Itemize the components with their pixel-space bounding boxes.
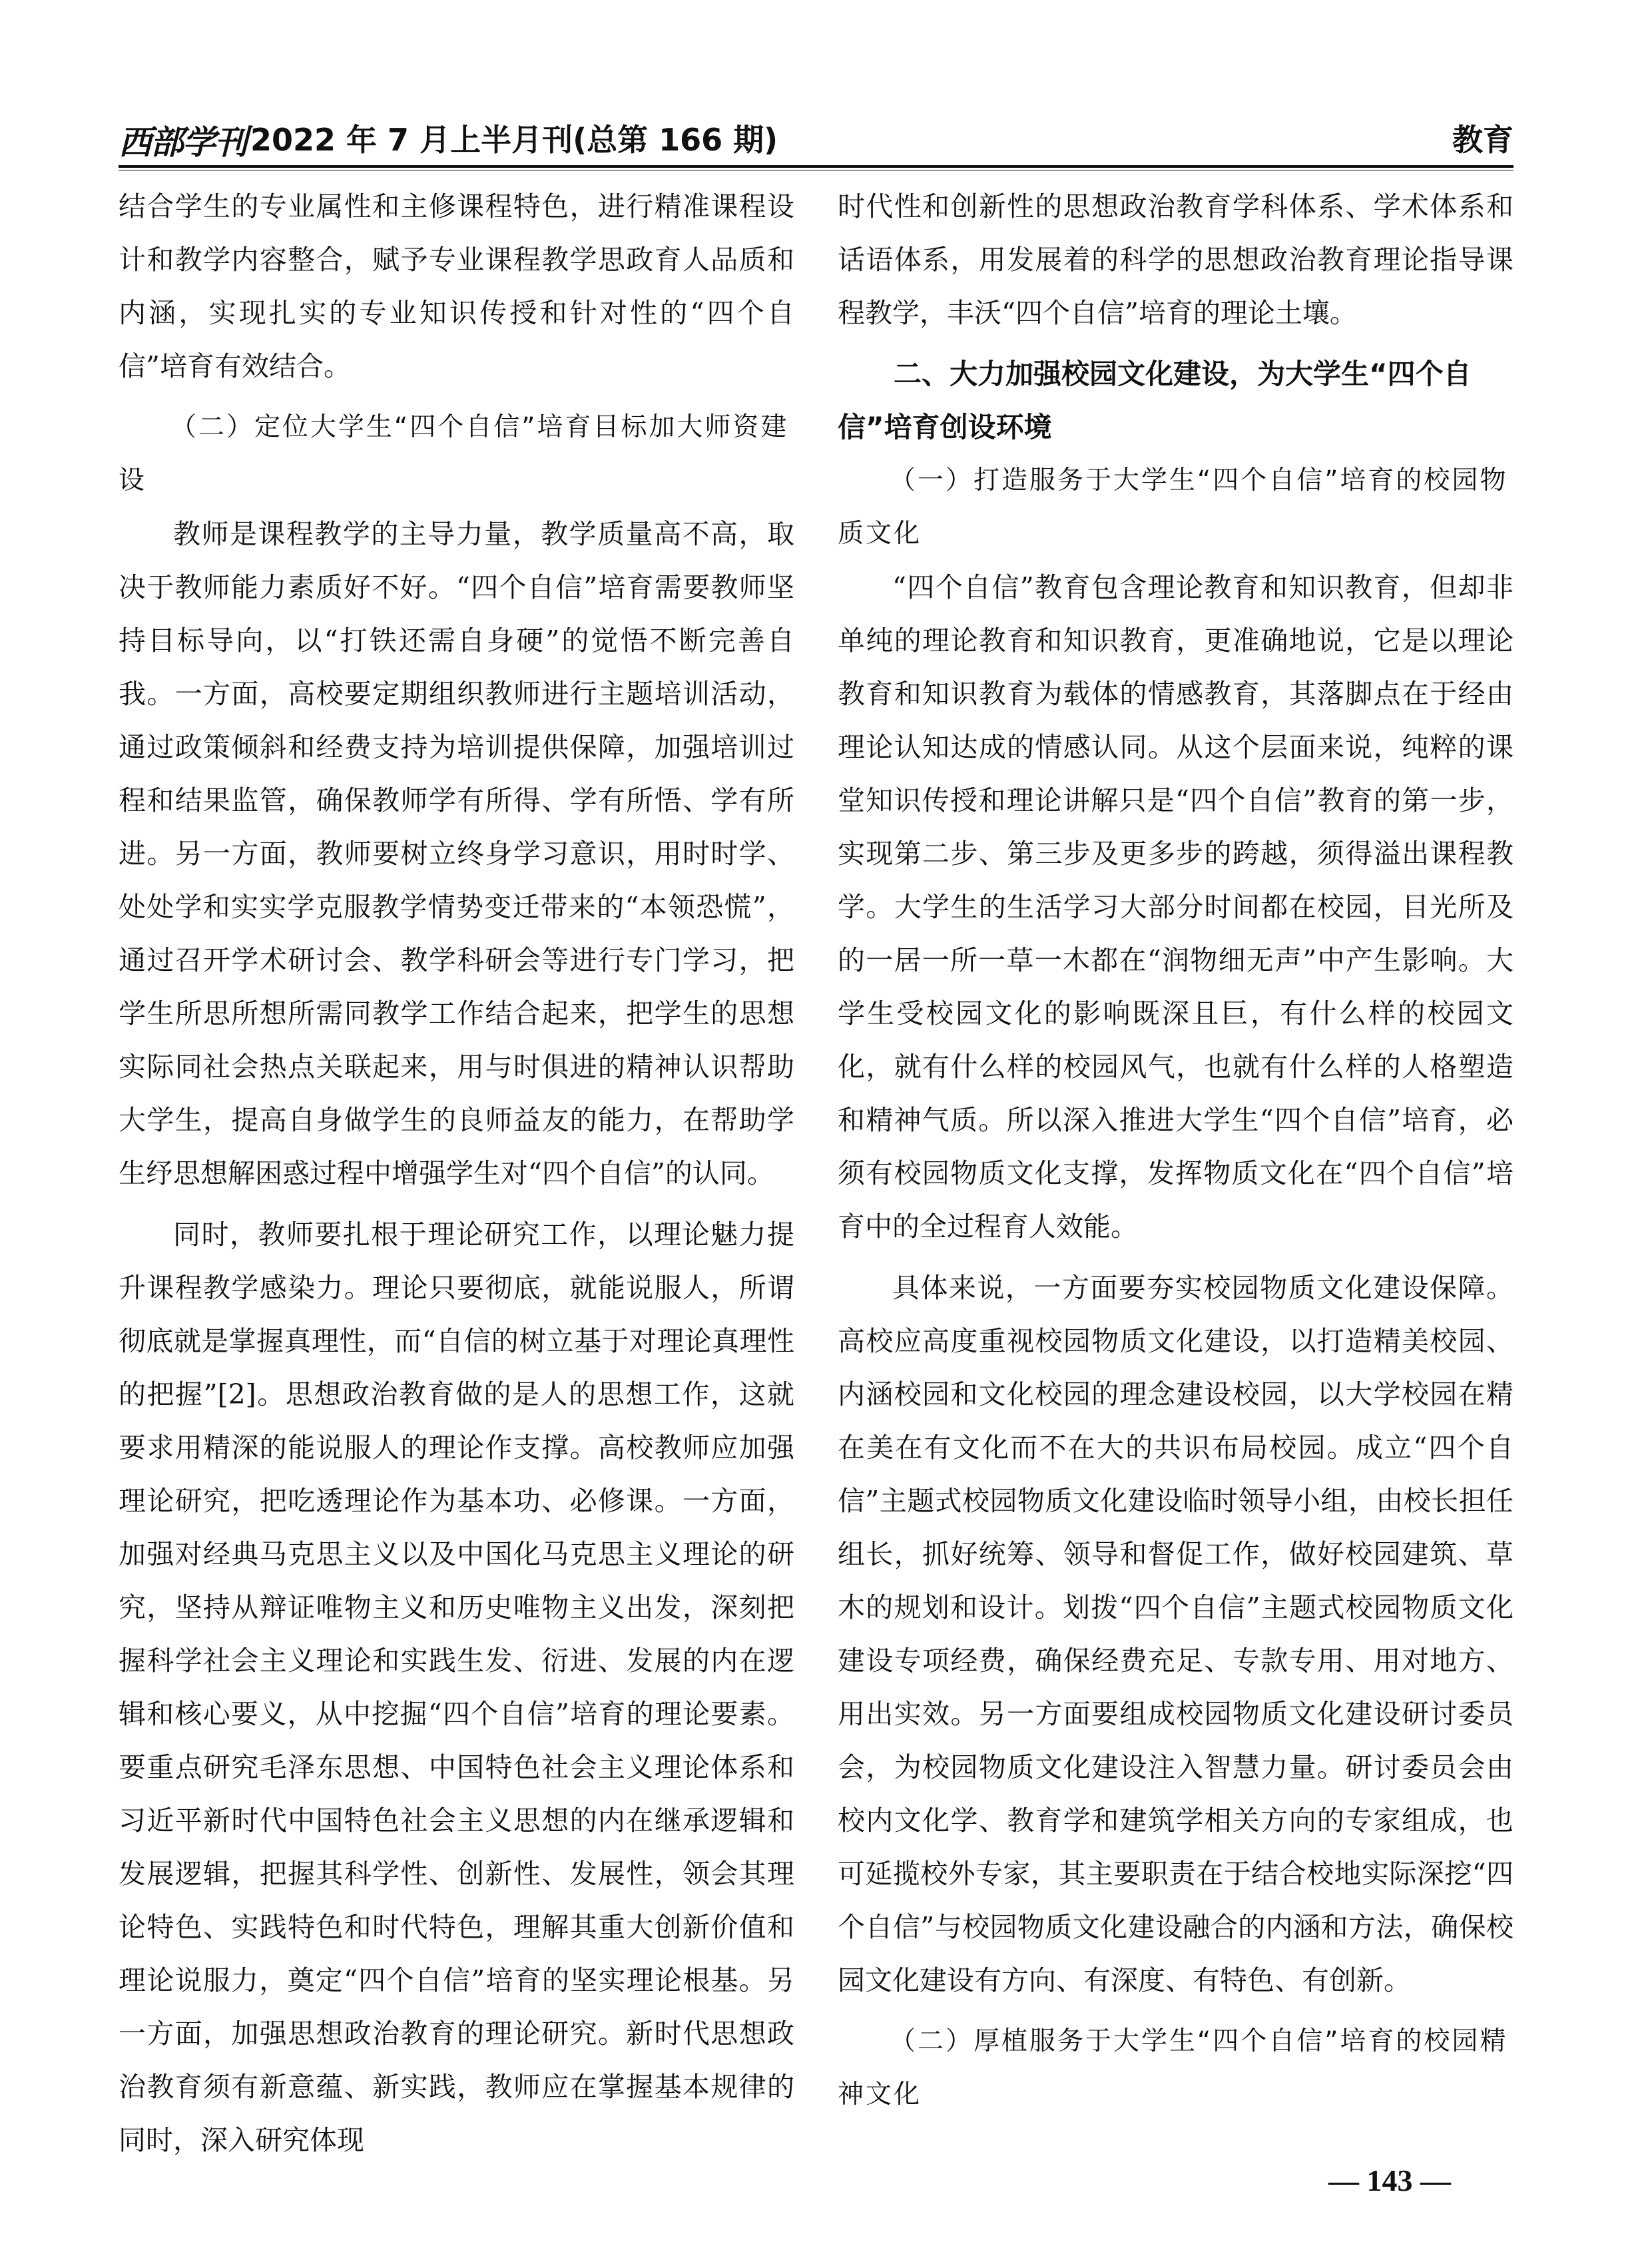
journal-logo: 西部学刊 (119, 123, 246, 162)
paragraph: 结合学生的专业属性和主修课程特色，进行精准课程设计和教学内容整合，赋予专业课程教学思政育人品质和内涵，实现扎实的专业知识传授和针对性的“四个自信”培育有效结合。 (119, 190, 794, 382)
paragraph: 时代性和创新性的思想政治教育学科体系、学术体系和话语体系，用发展着的科学的思想政治教育理论指导课程教学，丰沃“四个自信”培育的理论土壤。 (838, 190, 1514, 329)
page-number: — 143 — (1328, 2163, 1451, 2197)
paragraph: 教师是课程教学的主导力量，教学质量高不高，取决于教师能力素质好不好。“四个自信”培育需要教师坚持目标导向，以“打铁还需自身硬”的觉悟不断完善自我。一方面，高校要定期组织教师进行主题培训活动，通过政策倾斜和经费支持为培训提供保障，加强培训过程和结果监管，确保教师学有所得、学有所悟、学有所进。另一方面，教师要树立终身学习意识，用时时学、处处学和实实学克服教学情势变迁带来的“本领恐慌”，通过召开学术研讨会、教学科研会等进行专门学习，把学生所思所想所需同教学工作结合起来，把学生的思想实际同社会热点关联起来，用与时俱进的精神认识帮助大学生，提高自身做学生的良师益友的能力，在帮助学生纾思想解困惑过程中增强学生对“四个自信”的认同。 (119, 518, 794, 1189)
right-column (838, 180, 1514, 2121)
left-column (119, 180, 794, 2167)
section-heading: 二、大力加强校园文化建设，为大学生“四个自信”培育创设环境 (838, 358, 1472, 443)
paragraph: “四个自信”教育包含理论教育和知识教育，但却非单纯的理论教育和知识教育，更准确地说，它是以理论教育和知识教育为载体的情感教育，其落脚点在于经由理论认知达成的情感认同。从这个层面来说，纯粹的课堂知识传授和理论讲解只是“四个自信”教育的第一步，实现第二步、第三步及更多步的跨越，须得溢出课程教学。大学生的生活学习大部分时间都在校园，目光所及的一居一所一草一木都在“润物细无声”中产生影响。大学生受校园文化的影响既深且巨，有什么样的校园文化，就有什么样的校园风气，也就有什么样的人格塑造和精神气质。所以深入推进大学生“四个自信”培育，必须有校园物质文化支撑，发挥物质文化在“四个自信”培育中的全过程育人效能。 (838, 571, 1514, 1243)
subsection-heading: （一）打造服务于大学生“四个自信”培育的校园物质文化 (838, 465, 1508, 549)
running-header (119, 115, 1514, 162)
header-rule (119, 165, 1514, 168)
subsection-heading: （二）厚植服务于大学生“四个自信”培育的校园精神文化 (838, 2026, 1508, 2109)
subsection-heading: （二）定位大学生“四个自信”培育目标加大师资建设 (119, 412, 789, 495)
paragraph: 具体来说，一方面要夯实校园物质文化建设保障。高校应高度重视校园物质文化建设，以打造精美校园、内涵校园和文化校园的理念建设校园，以大学校园在精在美在有文化而不在大的共识布局校园。成立“四个自信”主题式校园物质文化建设临时领导小组，由校长担任组长，抓好统筹、领导和督促工作，做好校园建筑、草木的规划和设计。划拨“四个自信”主题式校园物质文化建设专项经费，确保经费充足、专款专用、用对地方、用出实效。另一方面要组成校园物质文化建设研讨委员会，为校园物质文化建设注入智慧力量。研讨委员会由校内文化学、教育学和建筑学相关方向的专家组成，也可延揽校外专家，其主要职责在于结合校地实际深挖“四个自信”与校园物质文化建设融合的内涵和方法，确保校园文化建设有方向、有深度、有特色、有创新。 (838, 1272, 1514, 1996)
section-label: 教育 (1452, 122, 1514, 158)
issue-info: 2022 年 7 月上半月刊(总第 166 期) (250, 122, 778, 158)
paragraph: 同时，教师要扎根于理论研究工作，以理论魅力提升课程教学感染力。理论只要彻底，就能说服人，所谓彻底就是掌握真理性，而“自信的树立基于对理论真理性的把握”[2]。思想政治教育做的是人的思想工作，这就要求用精深的能说服人的理论作支撑。高校教师应加强理论研究，把吃透理论作为基本功、必修课。一方面，加强对经典马克思主义以及中国化马克思主义理论的研究，坚持从辩证唯物主义和历史唯物主义出发，深刻把握科学社会主义理论和实践生发、衍进、发展的内在逻辑和核心要义，从中挖掘“四个自信”培育的理论要素。要重点研究毛泽东思想、中国特色社会主义理论体系和习近平新时代中国特色社会主义思想的内在继承逻辑和发展逻辑，把握其科学性、创新性、发展性，领会其理论特色、实践特色和时代特色，理解其重大创新价值和理论说服力，奠定“四个自信”培育的坚实理论根基。另一方面，加强思想政治教育的理论研究。新时代思想政治教育须有新意蕴、新实践，教师应在掌握基本规律的同时，深入研究体现 (119, 1219, 794, 2156)
